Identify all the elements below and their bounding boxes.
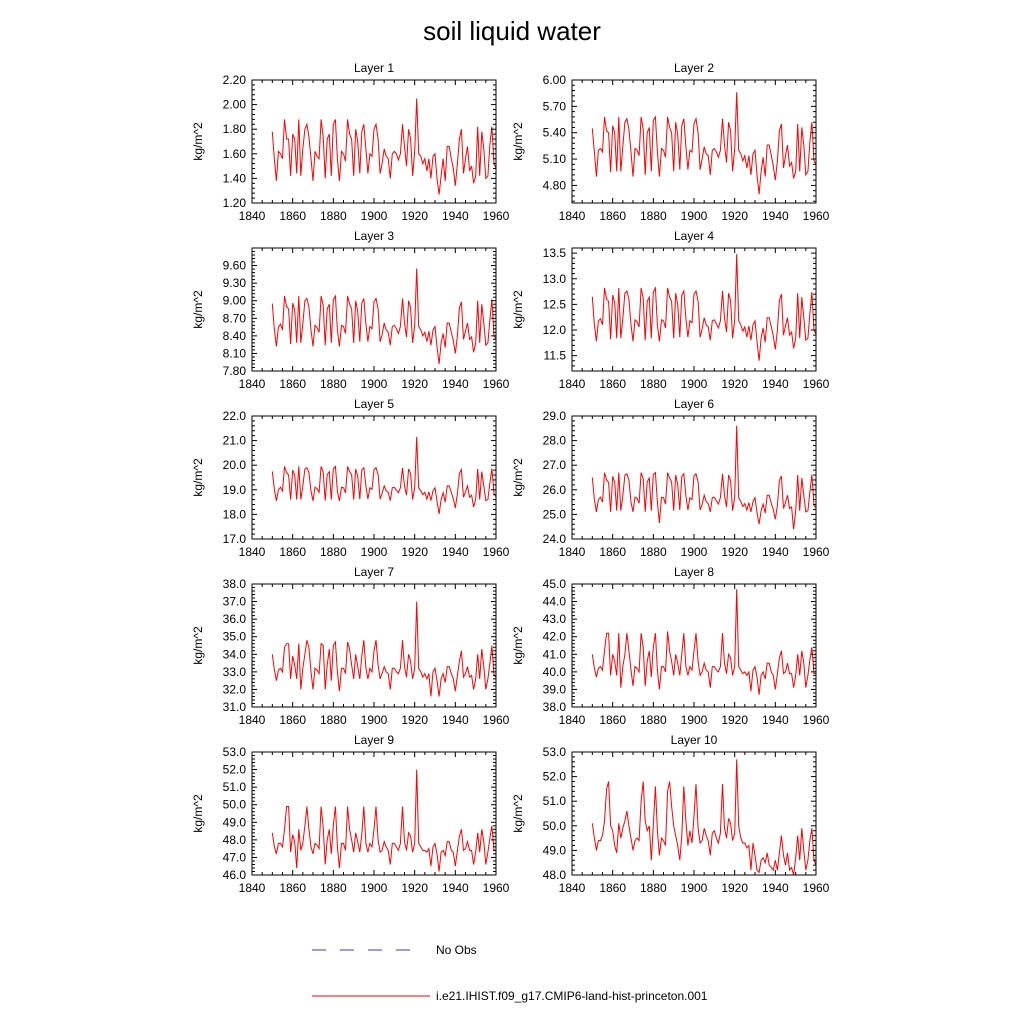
y-tick-label: 37.0 bbox=[222, 594, 246, 609]
x-tick-label: 1840 bbox=[558, 545, 586, 559]
y-tick-label: 45.0 bbox=[542, 577, 566, 591]
y-tick-label: 53.0 bbox=[222, 745, 246, 759]
y-tick-label: 28.0 bbox=[542, 433, 566, 448]
x-tick-label: 1920 bbox=[401, 881, 429, 895]
y-tick-label: 49.0 bbox=[222, 815, 246, 830]
y-tick-label: 8.40 bbox=[222, 328, 246, 343]
y-tick-label: 9.00 bbox=[222, 293, 246, 308]
x-tick-label: 1940 bbox=[761, 209, 789, 223]
x-tick-label: 1900 bbox=[360, 209, 388, 223]
series-line-layer-8 bbox=[592, 589, 909, 694]
series-line-layer-5 bbox=[272, 437, 589, 514]
x-tick-label: 1940 bbox=[441, 713, 469, 727]
y-tick-label: 1.20 bbox=[222, 196, 246, 210]
panel-title: Layer 5 bbox=[353, 397, 395, 411]
y-tick-label: 17.0 bbox=[222, 532, 246, 546]
panel-layer-4 bbox=[511, 229, 910, 391]
y-axis-label: kg/m^2 bbox=[511, 458, 525, 497]
y-tick-label: 13.5 bbox=[542, 246, 566, 261]
y-tick-label: 50.0 bbox=[222, 797, 246, 812]
y-axis-label: kg/m^2 bbox=[511, 626, 525, 665]
x-tick-label: 1880 bbox=[639, 881, 667, 895]
x-tick-label: 1920 bbox=[721, 545, 749, 559]
x-tick-label: 1900 bbox=[360, 881, 388, 895]
legend-no-obs-label: No Obs bbox=[436, 943, 477, 957]
x-tick-label: 1960 bbox=[802, 209, 830, 223]
x-tick-label: 1840 bbox=[238, 545, 266, 559]
panel-title: Layer 6 bbox=[673, 397, 715, 411]
x-tick-label: 1880 bbox=[639, 209, 667, 223]
series-line-layer-10 bbox=[592, 755, 909, 876]
x-tick-label: 1860 bbox=[599, 545, 627, 559]
y-tick-label: 26.0 bbox=[542, 482, 566, 497]
panel-layer-9 bbox=[191, 733, 590, 895]
y-tick-label: 42.0 bbox=[542, 629, 566, 644]
series-line-layer-6 bbox=[592, 426, 909, 529]
x-tick-label: 1920 bbox=[401, 545, 429, 559]
y-tick-label: 8.10 bbox=[222, 346, 246, 361]
x-tick-label: 1900 bbox=[360, 713, 388, 727]
x-tick-label: 1920 bbox=[401, 377, 429, 391]
x-tick-label: 1860 bbox=[599, 881, 627, 895]
y-tick-label: 36.0 bbox=[222, 612, 246, 627]
x-tick-label: 1960 bbox=[802, 881, 830, 895]
y-tick-label: 47.0 bbox=[222, 850, 246, 865]
y-tick-label: 25.0 bbox=[542, 507, 566, 522]
y-tick-label: 21.0 bbox=[222, 433, 246, 448]
panel-layer-6 bbox=[511, 397, 910, 559]
x-tick-label: 1880 bbox=[319, 377, 347, 391]
y-tick-label: 27.0 bbox=[542, 458, 566, 473]
x-tick-label: 1960 bbox=[802, 545, 830, 559]
y-tick-label: 8.70 bbox=[222, 311, 246, 326]
y-tick-label: 11.5 bbox=[543, 348, 566, 363]
panel-title: Layer 10 bbox=[670, 733, 718, 747]
y-tick-label: 48.0 bbox=[542, 868, 566, 882]
x-tick-label: 1860 bbox=[279, 881, 307, 895]
y-tick-label: 33.0 bbox=[222, 664, 246, 679]
x-tick-label: 1900 bbox=[680, 209, 708, 223]
y-tick-label: 32.0 bbox=[222, 682, 246, 697]
panel-title: Layer 3 bbox=[353, 229, 395, 243]
x-tick-label: 1960 bbox=[482, 209, 510, 223]
panel-title: Layer 9 bbox=[353, 733, 395, 747]
panel-title: Layer 2 bbox=[673, 61, 715, 75]
x-tick-label: 1900 bbox=[360, 545, 388, 559]
x-tick-label: 1940 bbox=[441, 209, 469, 223]
y-axis-label: kg/m^2 bbox=[511, 794, 525, 833]
panel-grid bbox=[191, 61, 910, 895]
x-tick-label: 1920 bbox=[721, 881, 749, 895]
y-tick-label: 9.30 bbox=[222, 276, 246, 291]
legend bbox=[312, 943, 708, 1003]
y-axis-label: kg/m^2 bbox=[191, 626, 205, 665]
y-tick-label: 52.0 bbox=[542, 769, 566, 784]
x-tick-label: 1960 bbox=[482, 713, 510, 727]
y-tick-label: 31.0 bbox=[222, 700, 246, 714]
y-tick-label: 6.00 bbox=[542, 73, 566, 87]
panel-title: Layer 8 bbox=[673, 565, 715, 579]
x-tick-label: 1840 bbox=[238, 209, 266, 223]
chart-title: soil liquid water bbox=[423, 16, 601, 46]
y-tick-label: 5.70 bbox=[542, 99, 566, 114]
x-tick-label: 1840 bbox=[558, 713, 586, 727]
y-tick-label: 44.0 bbox=[542, 594, 566, 609]
panel-title: Layer 7 bbox=[353, 565, 395, 579]
y-tick-label: 12.0 bbox=[542, 323, 566, 337]
y-tick-label: 50.0 bbox=[542, 818, 566, 833]
x-tick-label: 1860 bbox=[599, 377, 627, 391]
x-tick-label: 1880 bbox=[639, 713, 667, 727]
y-tick-label: 18.0 bbox=[222, 507, 246, 522]
x-tick-label: 1960 bbox=[802, 713, 830, 727]
y-tick-label: 38.0 bbox=[222, 577, 246, 591]
x-tick-label: 1940 bbox=[761, 377, 789, 391]
x-tick-label: 1860 bbox=[279, 377, 307, 391]
panel-layer-7 bbox=[191, 565, 590, 727]
panel-title: Layer 4 bbox=[673, 229, 715, 243]
y-tick-label: 4.80 bbox=[542, 178, 566, 193]
x-tick-label: 1840 bbox=[558, 881, 586, 895]
y-tick-label: 24.0 bbox=[542, 532, 566, 546]
panel-layer-2 bbox=[511, 61, 910, 223]
x-tick-label: 1880 bbox=[639, 545, 667, 559]
series-line-layer-4 bbox=[592, 249, 909, 361]
x-tick-label: 1880 bbox=[319, 209, 347, 223]
x-tick-label: 1920 bbox=[721, 209, 749, 223]
x-tick-label: 1960 bbox=[482, 545, 510, 559]
y-tick-label: 46.0 bbox=[222, 868, 246, 882]
x-tick-label: 1940 bbox=[441, 881, 469, 895]
y-tick-label: 29.0 bbox=[542, 409, 566, 423]
x-tick-label: 1940 bbox=[761, 881, 789, 895]
y-axis-label: kg/m^2 bbox=[191, 794, 205, 833]
x-tick-label: 1860 bbox=[599, 713, 627, 727]
panel-title: Layer 1 bbox=[353, 61, 395, 75]
x-tick-label: 1900 bbox=[360, 377, 388, 391]
y-tick-label: 2.20 bbox=[222, 73, 246, 87]
x-tick-label: 1920 bbox=[721, 377, 749, 391]
y-axis-label: kg/m^2 bbox=[191, 122, 205, 161]
x-tick-label: 1880 bbox=[319, 713, 347, 727]
y-tick-label: 41.0 bbox=[542, 647, 566, 662]
x-tick-label: 1900 bbox=[680, 545, 708, 559]
x-tick-label: 1920 bbox=[721, 713, 749, 727]
x-tick-label: 1960 bbox=[482, 881, 510, 895]
x-tick-label: 1940 bbox=[761, 713, 789, 727]
x-tick-label: 1920 bbox=[401, 209, 429, 223]
panel-layer-1 bbox=[191, 61, 590, 223]
plot-frame bbox=[572, 584, 816, 707]
y-axis-label: kg/m^2 bbox=[191, 290, 205, 329]
y-axis-label: kg/m^2 bbox=[511, 122, 525, 161]
y-tick-label: 9.60 bbox=[222, 258, 246, 273]
y-tick-label: 53.0 bbox=[542, 745, 566, 759]
panel-layer-8 bbox=[511, 565, 910, 727]
y-tick-label: 7.80 bbox=[222, 364, 246, 378]
x-tick-label: 1940 bbox=[441, 545, 469, 559]
x-tick-label: 1860 bbox=[279, 209, 307, 223]
y-tick-label: 5.40 bbox=[542, 125, 566, 140]
y-tick-label: 49.0 bbox=[542, 843, 566, 858]
x-tick-label: 1880 bbox=[639, 377, 667, 391]
x-tick-label: 1960 bbox=[482, 377, 510, 391]
panel-layer-5 bbox=[191, 397, 590, 559]
x-tick-label: 1900 bbox=[680, 713, 708, 727]
y-tick-label: 52.0 bbox=[222, 762, 246, 777]
y-tick-label: 34.0 bbox=[222, 647, 246, 662]
x-tick-label: 1940 bbox=[441, 377, 469, 391]
panel-layer-3 bbox=[191, 229, 590, 391]
y-tick-label: 51.0 bbox=[542, 794, 566, 809]
x-tick-label: 1840 bbox=[238, 713, 266, 727]
x-tick-label: 1860 bbox=[279, 713, 307, 727]
x-tick-label: 1900 bbox=[680, 377, 708, 391]
y-tick-label: 20.0 bbox=[222, 458, 246, 473]
x-tick-label: 1860 bbox=[599, 209, 627, 223]
x-tick-label: 1840 bbox=[238, 377, 266, 391]
y-tick-label: 13.0 bbox=[542, 271, 566, 286]
y-axis-label: kg/m^2 bbox=[511, 290, 525, 329]
y-axis-label: kg/m^2 bbox=[191, 458, 205, 497]
x-tick-label: 1840 bbox=[558, 377, 586, 391]
y-tick-label: 43.0 bbox=[542, 612, 566, 627]
x-tick-label: 1840 bbox=[238, 881, 266, 895]
y-tick-label: 1.60 bbox=[222, 146, 246, 161]
panel-layer-10 bbox=[511, 733, 910, 895]
y-tick-label: 19.0 bbox=[222, 482, 246, 497]
series-line-layer-2 bbox=[592, 82, 909, 194]
legend-model-label: i.e21.IHIST.f09_g17.CMIP6-land-hist-princeton.001 bbox=[436, 989, 708, 1003]
x-tick-label: 1840 bbox=[558, 209, 586, 223]
y-tick-label: 51.0 bbox=[222, 780, 246, 795]
x-tick-label: 1920 bbox=[401, 713, 429, 727]
x-tick-label: 1940 bbox=[761, 545, 789, 559]
y-tick-label: 12.5 bbox=[542, 297, 566, 312]
y-tick-label: 2.00 bbox=[222, 97, 246, 112]
y-tick-label: 1.80 bbox=[222, 122, 246, 137]
y-tick-label: 40.0 bbox=[542, 664, 566, 679]
y-tick-label: 39.0 bbox=[542, 682, 566, 697]
y-tick-label: 5.10 bbox=[542, 152, 566, 167]
x-tick-label: 1860 bbox=[279, 545, 307, 559]
y-tick-label: 22.0 bbox=[222, 409, 246, 423]
x-tick-label: 1880 bbox=[319, 545, 347, 559]
y-tick-label: 38.0 bbox=[542, 700, 566, 714]
x-tick-label: 1960 bbox=[802, 377, 830, 391]
x-tick-label: 1900 bbox=[680, 881, 708, 895]
y-tick-label: 48.0 bbox=[222, 832, 246, 847]
y-tick-label: 35.0 bbox=[222, 629, 246, 644]
y-tick-label: 1.40 bbox=[222, 171, 246, 186]
x-tick-label: 1880 bbox=[319, 881, 347, 895]
